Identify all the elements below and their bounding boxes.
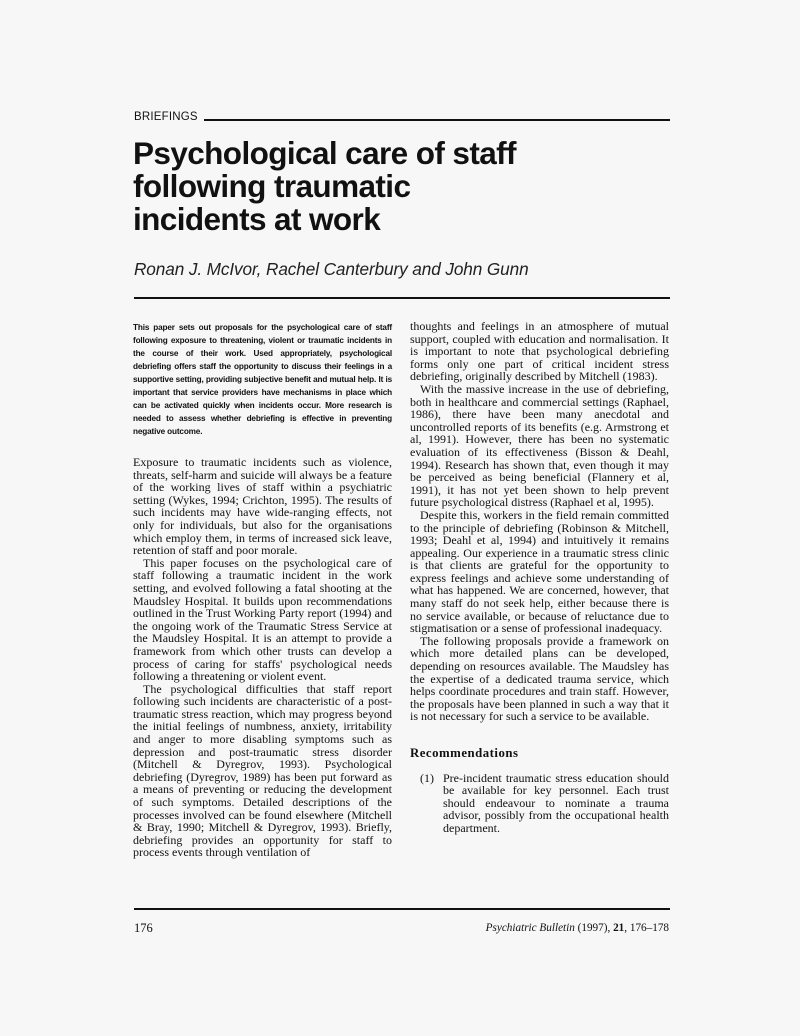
body-paragraph: The psychological difficulties that staff report following such incidents are characteristic of a post-traumatic stress reaction, which may progress beyond the initial feelings of numbness, anxiety, irritability and anger to more disabling symptoms such as depression and post-traumatic stress disorder (Mitchell & Dyregrov, 1993). Psychological debriefing (Dyregrov, 1989) has been put forward as a means of preventing or reducing the development of such symptoms. Detailed descriptions of the processes involved can be found elsewhere (Mitchell & Bray, 1990; Mitchell & Dyregrov, 1993). Briefly, debriefing provides an opportunity for staff to process events through ventilation of xyxy=(133,681,392,860)
recommendations-heading: Recommendations xyxy=(410,746,519,760)
article-authors: Ronan J. McIvor, Rachel Canterbury and John Gunn xyxy=(134,259,529,279)
body-paragraph: Despite this, workers in the field remain committed to the principle of debriefing (Robinson & Mitchell, 1993; Deahl et al, 1994) and intuitively it remains appealing. Our experience in a traumatic stress clinic is that clients are grateful for the opportunity to express feelings and achieve some understanding of what has happened. We are concerned, however, that many staff do not seek help, either because there is no service available, or because of reluctance due to stigmatisation or a sense of professional inadequacy. xyxy=(410,507,669,636)
page-number: 176 xyxy=(134,921,153,935)
journal-volume: 21 xyxy=(613,922,625,934)
journal-citation xyxy=(486,922,669,934)
abstract: This paper sets out proposals for the psychological care of staff following exposure to threatening, violent or traumatic incidents in the course of their work. Used appropriately, psychological debriefing offers staff the opportunity to discuss their feelings in a supportive setting, providing subjective benefit and mutual help. It is important that service providers have mechanisms in place which can be activated quickly when incidents occur. More research is needed to assess whether debriefing is effective in preventing negative outcome. xyxy=(133,323,392,436)
left-column xyxy=(133,320,392,859)
recommendation-item xyxy=(410,772,669,835)
title-line: following traumatic xyxy=(133,168,411,204)
footer-divider xyxy=(134,908,670,910)
section-rule xyxy=(204,119,670,121)
section-header xyxy=(134,111,670,127)
journal-year: (1997), xyxy=(577,922,611,934)
right-column xyxy=(410,320,669,835)
title-line: incidents at work xyxy=(133,201,381,237)
journal-name: Psychiatric Bulletin xyxy=(485,922,575,934)
recommendation-text: Pre-incident traumatic stress education should be available for key personnel. Each trust should endeavour to nominate a trauma advisor, possibly from the occupational health department. xyxy=(443,770,669,835)
body-paragraph: Exposure to traumatic incidents such as violence, threats, self-harm and suicide will always be a feature of the working lives of staff within a psychiatric setting (Wykes, 1994; Crichton, 1995). The results of such incidents may have wide-ranging effects, not only for individuals, but also for the organisations which employ them, in terms of increased sick leave, retention of staff and poor morale. xyxy=(133,455,392,558)
header-divider xyxy=(134,297,670,299)
article-title xyxy=(133,137,653,236)
body-paragraph: This paper focuses on the psychological care of staff following a traumatic incident in the work setting, and evolved following a fatal shooting at the Maudsley Hospital. It builds upon recommendations outlined in the Trust Working Party report (1994) and the ongoing work of the Traumatic Stress Service at the Maudsley Hospital. It is an attempt to provide a framework from which other trusts can develop a process of caring for staffs' psychological needs following a threatening or violent event. xyxy=(133,555,392,684)
recommendation-number: (1) xyxy=(420,770,434,785)
section-label: BRIEFINGS xyxy=(134,111,198,123)
journal-pages: , 176–178 xyxy=(624,922,669,934)
body-paragraph: The following proposals provide a framework on which more detailed plans can be developed, depending on resources available. The Maudsley has the expertise of a dedicated trauma service, which helps coordinate procedures and train staff. However, the proposals have been planned in such a way that it is not necessary for such a service to be available. xyxy=(410,633,669,724)
body-paragraph: With the massive increase in the use of debriefing, both in healthcare and commercial settings (Raphael, 1986), there have been many anecdotal and uncontrolled reports of its benefits (e.g. Armstrong et al, 1991). However, there has been no systematic evaluation of its effectiveness (Bisson & Deahl, 1994). Research has shown that, even though it may be perceived as being beneficial (Flannery et al, 1991), it has not yet been shown to help prevent future psychological distress (Raphael et al, 1995). xyxy=(410,381,669,510)
title-line: Psychological care of staff xyxy=(133,135,516,171)
body-paragraph: thoughts and feelings in an atmosphere of mutual support, coupled with education and normalisation. It is important to note that psychological debriefing forms only one part of critical incident stress debriefing, originally described by Mitchell (1983). xyxy=(410,319,669,384)
